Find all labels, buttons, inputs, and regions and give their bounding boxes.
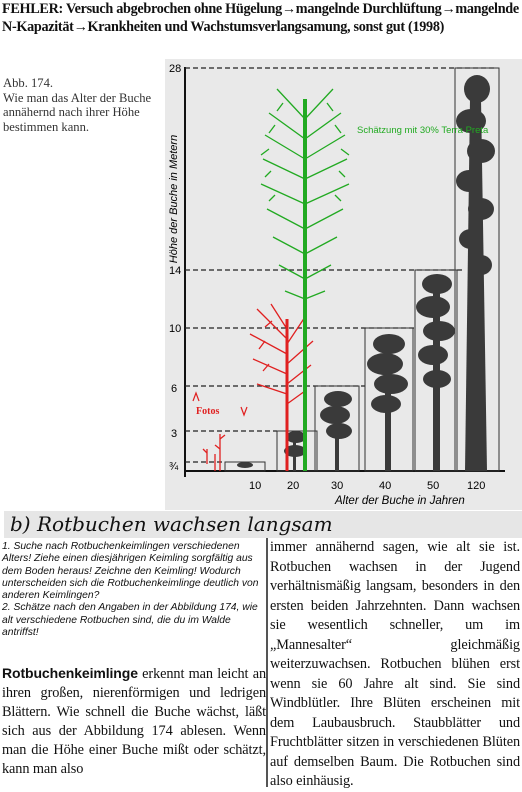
column-divider [266,538,268,787]
caption-text: Wie man das Alter der Buche annähernd nach ihrer Höhe bestimmen kann. [3,90,152,134]
body-left-column [2,664,266,779]
section-title: b) Rotbuchen wachsen langsam [10,512,333,536]
y-tick-three-quarter: ¾ [169,461,179,473]
question-1: 1. Suche nach Rotbuchenkeimlingen verschiedenen Alters! Ziehe einen diesjährigen Keimling sorgfältig aus dem Boden heraus! Zeichne den Keimling! Wodurch unterscheiden sich die Rotbuchenkeimlinge deutlich von anderen Keimlingen? [2,541,259,602]
body-lead: Rotbuchenkeimlinge [2,665,138,681]
body-right-column: immer annähernd sagen, wie alt sie ist. Rotbuchen wachsen in der Jugend verhältnismäßig langsam, besonders in den ersten beiden Jahrzehnten. Dann wachsen sie wesentlich schneller, um im „Mannesalter“ gleichmäßig weiterzuwachsen. Rotbuchen blühen erst wenn sie 60 Jahre alt sind. Sie sind Windblütler. Ihre Blüten erscheinen mit dem Laubausbruch. Staubblätter und Fruchtblätter sitzen in verschiedenen Blüten auf demselben Baum. Die Rotbuchen sind also einhäusig. [270,539,520,789]
x-tick-40: 40 [379,480,392,492]
y-tick-3: 3 [171,428,178,440]
x-tick-20: 20 [287,480,300,492]
body-left-text: erkennt man leicht an ihren großen, nierenförmigen und ledrigen Blättern. Wie schnell die Buche wächst, läßt sich aus der Abbildung 174 ablesen. Wenn man die Höhe einer Buche mißt oder schätzt, kann man also [2,666,266,777]
figure-174 [165,59,522,510]
x-tick-50: 50 [427,480,440,492]
x-tick-10: 10 [249,480,262,492]
caption-number: Abb. 174. [3,76,54,90]
y-tick-28: 28 [169,63,182,75]
figure-caption [3,76,153,134]
y-tick-14: 14 [169,265,182,277]
terra-preta-annotation: Schätzung mit 30% Terra Preta [357,125,489,136]
beech-height-diagram [165,59,522,510]
question-2: 2. Schätze nach den Angaben in der Abbildung 174, wie alt verschiedene Rotbuchen sind, die du im Walde antriffst! [2,602,258,639]
fotos-annotation: Fotos [196,406,220,417]
x-tick-30: 30 [331,480,344,492]
exercise-questions [2,541,266,639]
y-axis-label: Höhe der Buche in Metern [168,134,180,264]
error-header: FEHLER: Versuch abgebrochen ohne Hügelung→mangelnde Durchlüftung→mangelnde N-Kapazität→Krankheiten und Wachstumsverlangsamung, sonst gut (1998) [2,1,519,35]
section-heading [4,511,522,538]
y-tick-6: 6 [171,383,178,395]
y-tick-10: 10 [169,323,182,335]
x-axis-label: Alter der Buche in Jahren [335,495,465,507]
x-tick-120: 120 [467,480,486,492]
